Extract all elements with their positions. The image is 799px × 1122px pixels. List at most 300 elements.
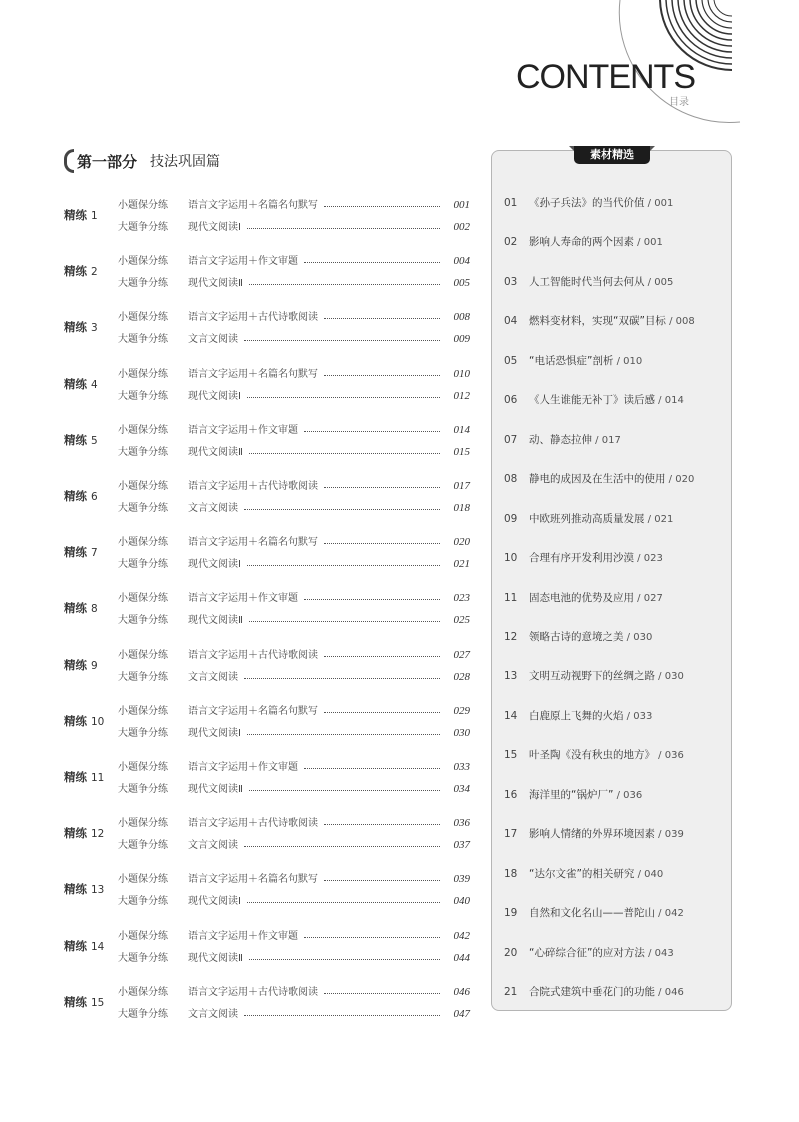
leader-dots: [249, 621, 440, 622]
group-label: 精练: [64, 826, 87, 841]
entry-page: 018: [453, 502, 470, 514]
entry-level: 小题保分练: [118, 930, 168, 942]
material-page: / 030: [623, 631, 653, 643]
toc-group: [64, 867, 476, 913]
material-page-number: 036: [623, 789, 643, 801]
entry-level: 大题争分练: [118, 559, 168, 571]
material-item[interactable]: [504, 432, 621, 447]
toc-entry[interactable]: [118, 755, 470, 773]
material-title: 合理有序开发利用沙漠: [529, 552, 634, 565]
group-label: 精练: [64, 208, 87, 222]
toc-entry[interactable]: [118, 530, 470, 548]
entry-level: 小题保分练: [118, 424, 168, 436]
entry-title: 现代文阅读Ⅱ: [188, 952, 243, 964]
material-number: 12: [504, 630, 518, 643]
material-title: 《孙子兵法》的当代价值: [529, 197, 645, 209]
leader-dots: [324, 993, 440, 994]
material-title: 领略古诗的意境之美: [529, 630, 624, 643]
entry-level: 小题保分练: [118, 649, 168, 661]
entry-title: 语言文字运用＋古代诗歌阅读: [188, 481, 318, 492]
material-number: 16: [504, 788, 518, 801]
entry-page: 005: [453, 277, 470, 290]
entry-page: 040: [453, 895, 470, 908]
entry-title: 文言文阅读: [188, 840, 238, 852]
leader-dots: [324, 543, 440, 544]
material-number: 03: [504, 275, 518, 288]
entry-level: 小题保分练: [118, 593, 168, 605]
entry-page: 008: [453, 311, 470, 324]
material-number: 02: [504, 236, 518, 249]
material-page-number: 042: [664, 908, 684, 920]
material-page-number: 010: [623, 355, 643, 367]
group-number: 4: [91, 378, 98, 391]
entry-title: 语言文字运用＋作文审题: [188, 256, 298, 268]
leader-dots: [249, 284, 440, 285]
leader-dots: [324, 206, 440, 207]
entry-level: 大题争分练: [118, 334, 168, 346]
leader-dots: [244, 1015, 440, 1016]
material-page-number: 017: [601, 434, 621, 446]
toc-entry[interactable]: [118, 643, 470, 661]
group-name: [64, 938, 104, 954]
bracket-decoration: [64, 149, 74, 173]
entry-title: 语言文字运用＋名篇名句默写: [188, 537, 318, 549]
leader-dots: [324, 880, 440, 881]
material-title: 文明互动视野下的丝绸之路: [529, 670, 655, 683]
material-item[interactable]: [504, 511, 673, 526]
leader-dots: [247, 902, 440, 903]
toc-group: [64, 586, 476, 632]
material-title: “达尔文雀”的相关研究: [529, 867, 635, 880]
toc-entry[interactable]: [118, 721, 470, 739]
material-number: 04: [504, 315, 518, 328]
entry-title: 现代文阅读Ⅱ: [188, 278, 243, 290]
entry-level: 大题争分练: [118, 896, 168, 908]
material-number: 08: [504, 473, 518, 486]
toc-group: [64, 980, 476, 1026]
entry-title: 现代文阅读Ⅱ: [188, 784, 243, 795]
entry-title: 语言文字运用＋作文审题: [188, 762, 298, 773]
material-page: / 021: [644, 513, 674, 525]
material-item[interactable]: [504, 313, 695, 328]
entry-level: 小题保分练: [118, 762, 168, 773]
material-title: 叶圣陶《没有秋虫的地方》: [529, 749, 655, 762]
entry-level: 大题争分练: [118, 784, 168, 795]
group-name: [64, 994, 104, 1010]
group-number: 14: [91, 940, 105, 953]
entry-page: 034: [453, 783, 470, 795]
material-item[interactable]: [504, 826, 684, 841]
entry-level: 大题争分练: [118, 952, 168, 964]
material-page: / 017: [592, 434, 621, 446]
group-number: 15: [91, 996, 105, 1009]
entry-level: 小题保分练: [118, 874, 168, 886]
material-page: / 042: [655, 908, 684, 920]
toc-entry[interactable]: [118, 867, 470, 885]
material-item[interactable]: [504, 195, 673, 210]
entry-page: 017: [453, 480, 470, 492]
material-title: 中欧班列推动高质量发展: [529, 512, 645, 525]
material-title: 燃料变材料，实现“双碳”目标: [529, 315, 666, 328]
toc-entry[interactable]: [118, 552, 470, 570]
material-page: / 040: [634, 868, 664, 880]
toc-entry[interactable]: [118, 440, 470, 458]
toc-entry[interactable]: [118, 215, 470, 233]
toc-entry[interactable]: [118, 327, 470, 345]
entry-level: 小题保分练: [118, 368, 168, 380]
toc-group: [64, 474, 476, 520]
toc-group: [64, 811, 476, 857]
leader-dots: [324, 318, 440, 319]
entry-page: 021: [453, 558, 470, 571]
entry-title: 现代文阅读Ⅰ: [188, 727, 241, 739]
group-label: 精练: [64, 376, 87, 391]
group-label: 精练: [64, 545, 87, 560]
entry-title: 现代文阅读Ⅰ: [188, 896, 241, 908]
toc-entry[interactable]: [118, 980, 470, 998]
entry-page: 015: [453, 445, 470, 458]
material-title: “心碎综合征”的应对方法: [529, 946, 645, 959]
toc-entry[interactable]: [118, 833, 470, 851]
group-label: 精练: [64, 657, 87, 672]
entry-title: 文言文阅读: [188, 1008, 238, 1020]
entry-level: 大题争分练: [118, 727, 168, 739]
toc-entry[interactable]: [118, 665, 470, 683]
material-title: “电话恐惧症”剖析: [529, 354, 614, 367]
group-number: 6: [91, 491, 98, 503]
toc-entry[interactable]: [118, 193, 470, 211]
group-number: 9: [91, 659, 98, 672]
material-number: 21: [504, 986, 518, 998]
entry-title: 现代文阅读Ⅱ: [188, 615, 243, 627]
entry-level: 小题保分练: [118, 256, 168, 268]
material-page: / 023: [634, 553, 663, 565]
material-page-number: 033: [633, 710, 653, 722]
entry-title: 语言文字运用＋名篇名句默写: [188, 705, 318, 717]
material-item[interactable]: [504, 866, 663, 881]
toc-entry[interactable]: [118, 384, 470, 402]
material-item[interactable]: [504, 234, 663, 249]
entry-level: 小题保分练: [118, 818, 168, 830]
material-page-number: 001: [654, 198, 674, 209]
group-number: 5: [91, 434, 98, 447]
toc-entry[interactable]: [118, 699, 470, 717]
material-title: 静电的成因及在生活中的使用: [529, 473, 666, 486]
toc-group: [64, 755, 476, 801]
group-name: [64, 488, 98, 504]
entry-page: 042: [453, 929, 470, 942]
material-title: 动、静态拉伸: [529, 433, 592, 446]
group-label: 精练: [64, 320, 87, 335]
group-number: 3: [91, 322, 98, 335]
entry-page: 025: [453, 614, 470, 627]
entry-level: 大题争分练: [118, 1008, 168, 1020]
material-item[interactable]: [504, 668, 684, 683]
material-page: / 020: [665, 474, 695, 486]
material-page: / 005: [644, 276, 674, 288]
toc-entry[interactable]: [118, 586, 470, 604]
material-number: 13: [504, 670, 518, 683]
entry-level: 大题争分练: [118, 278, 168, 290]
material-page-number: 014: [664, 395, 684, 407]
material-number: 06: [504, 394, 518, 407]
leader-dots: [324, 487, 440, 488]
material-number: 15: [504, 749, 518, 762]
material-page: / 046: [655, 987, 684, 998]
entry-title: 语言文字运用＋名篇名句默写: [188, 874, 318, 886]
leader-dots: [244, 509, 440, 510]
toc-entry[interactable]: [118, 811, 470, 829]
toc-entry[interactable]: [118, 889, 470, 907]
group-label: 精练: [64, 489, 87, 503]
toc-entry[interactable]: [118, 1002, 470, 1020]
entry-page: 044: [453, 951, 470, 964]
leader-dots: [304, 599, 440, 600]
entry-page: 020: [453, 536, 470, 549]
entry-title: 语言文字运用＋名篇名句默写: [188, 368, 318, 380]
entry-title: 语言文字运用＋古代诗歌阅读: [188, 818, 318, 830]
leader-dots: [249, 790, 440, 791]
group-name: [64, 432, 98, 448]
material-page-number: 005: [654, 276, 674, 288]
material-page: / 014: [655, 395, 684, 407]
group-name: [64, 657, 98, 673]
contents-title: CONTENTS: [516, 58, 695, 96]
material-page: / 033: [623, 710, 653, 722]
entry-title: 语言文字运用＋古代诗歌阅读: [188, 312, 318, 324]
toc-group: [64, 418, 476, 464]
material-item[interactable]: [504, 353, 642, 368]
leader-dots: [249, 453, 440, 454]
group-name: [64, 713, 104, 729]
entry-title: 语言文字运用＋作文审题: [188, 424, 298, 436]
entry-title: 现代文阅读Ⅰ: [188, 222, 241, 233]
material-page-number: 021: [654, 513, 674, 525]
entry-page: 002: [453, 221, 470, 233]
toc-entry[interactable]: [118, 305, 470, 323]
material-item[interactable]: [504, 984, 684, 999]
entry-title: 现代文阅读Ⅱ: [188, 446, 243, 458]
toc-entry[interactable]: [118, 362, 470, 380]
group-label: 精练: [64, 938, 87, 953]
leader-dots: [304, 262, 440, 263]
entry-title: 现代文阅读Ⅰ: [188, 390, 241, 402]
entry-page: 014: [453, 423, 470, 436]
entry-page: 009: [453, 333, 470, 346]
leader-dots: [324, 824, 440, 825]
material-page-number: 039: [664, 829, 684, 841]
group-name: [64, 600, 98, 616]
entry-title: 现代文阅读Ⅰ: [188, 559, 241, 571]
contents-subtitle: 目录: [669, 97, 689, 108]
entry-title: 语言文字运用＋古代诗歌阅读: [188, 986, 318, 998]
entry-title: 文言文阅读: [188, 671, 238, 683]
material-page: / 010: [613, 355, 643, 367]
toc-group: [64, 530, 476, 576]
entry-page: 033: [453, 761, 470, 773]
group-number: 7: [91, 547, 98, 560]
group-name: [64, 881, 104, 897]
material-number: 17: [504, 828, 518, 841]
group-label: 精练: [64, 432, 87, 447]
group-number: 1: [91, 210, 98, 222]
entry-level: 大题争分练: [118, 615, 168, 627]
material-item[interactable]: [504, 945, 674, 960]
material-page: / 036: [613, 789, 643, 801]
material-item[interactable]: [504, 708, 652, 723]
material-item[interactable]: [504, 392, 684, 407]
entry-page: 028: [453, 670, 470, 683]
material-item[interactable]: [504, 905, 684, 920]
group-number: 12: [91, 828, 105, 841]
material-number: 01: [504, 197, 518, 209]
material-page-number: 046: [664, 987, 684, 998]
entry-title: 语言文字运用＋古代诗歌阅读: [188, 649, 318, 661]
leader-dots: [244, 846, 440, 847]
entry-page: 001: [453, 199, 470, 211]
entry-page: 047: [453, 1007, 470, 1020]
leader-dots: [324, 712, 440, 713]
entry-page: 004: [453, 255, 470, 268]
entry-level: 大题争分练: [118, 390, 168, 402]
material-number: 10: [504, 552, 518, 565]
toc-group: [64, 362, 476, 408]
material-page-number: 027: [643, 592, 663, 604]
material-title: 自然和文化名山——普陀山: [529, 907, 655, 920]
toc-entry[interactable]: [118, 418, 470, 436]
toc-entry[interactable]: [118, 496, 470, 514]
group-label: 精练: [64, 601, 87, 616]
material-title: 影响人寿命的两个因素: [529, 236, 634, 249]
toc-entry[interactable]: [118, 777, 470, 795]
part-title: 技法巩固篇: [150, 154, 221, 170]
leader-dots: [304, 431, 440, 432]
entry-page: 027: [453, 648, 470, 661]
material-number: 14: [504, 709, 518, 722]
toc-entry[interactable]: [118, 608, 470, 626]
material-page-number: 030: [664, 671, 684, 683]
material-item[interactable]: [504, 550, 663, 565]
entry-title: 文言文阅读: [188, 503, 238, 514]
material-title: 白鹿原上飞舞的火焰: [529, 709, 624, 722]
group-name: [64, 376, 98, 392]
entry-level: 大题争分练: [118, 222, 168, 233]
material-item[interactable]: [504, 787, 642, 802]
material-number: 09: [504, 512, 518, 525]
group-label: 精练: [64, 770, 87, 784]
leader-dots: [247, 734, 440, 735]
entry-page: 030: [453, 726, 470, 739]
material-page: / 039: [655, 829, 684, 841]
toc-entry[interactable]: [118, 249, 470, 267]
group-number: 11: [91, 772, 105, 784]
entry-title: 语言文字运用＋名篇名句默写: [188, 200, 318, 211]
material-page-number: 008: [675, 316, 695, 328]
part-label: 第一部分: [77, 152, 138, 171]
group-label: 精练: [64, 264, 87, 279]
leader-dots: [249, 959, 440, 960]
entry-level: 小题保分练: [118, 481, 168, 492]
group-name: [64, 319, 98, 335]
group-number: 13: [91, 884, 105, 897]
material-page: / 027: [634, 592, 663, 604]
toc-entry[interactable]: [118, 474, 470, 492]
material-item[interactable]: [504, 471, 694, 486]
entry-level: 大题争分练: [118, 671, 168, 683]
toc-entry[interactable]: [118, 271, 470, 289]
material-page-number: 020: [675, 474, 695, 486]
material-number: 18: [504, 867, 518, 880]
material-title: 人工智能时代当何去何从: [529, 275, 645, 288]
group-name: [64, 825, 104, 841]
leader-dots: [324, 656, 440, 657]
material-title: 固态电池的优势及应用: [529, 591, 634, 604]
toc-entry[interactable]: [118, 924, 470, 942]
entry-page: 012: [453, 389, 470, 402]
entry-title: 文言文阅读: [188, 334, 238, 346]
entry-page: 046: [453, 985, 470, 998]
leader-dots: [304, 937, 440, 938]
toc-entry[interactable]: [118, 946, 470, 964]
material-page: / 001: [634, 237, 663, 249]
group-number: 2: [91, 266, 98, 279]
material-number: 11: [504, 591, 518, 604]
materials-title: 素材精选: [574, 146, 650, 164]
entry-page: 036: [453, 817, 470, 830]
group-name: [64, 769, 104, 785]
entry-page: 037: [453, 839, 470, 852]
entry-page: 039: [453, 873, 470, 886]
leader-dots: [304, 768, 440, 769]
material-number: 19: [504, 907, 518, 920]
material-page: / 030: [655, 671, 684, 683]
material-page-number: 040: [644, 868, 664, 880]
material-title: 合院式建筑中垂花门的功能: [529, 986, 655, 998]
entry-page: 023: [453, 592, 470, 605]
toc-group: [64, 305, 476, 351]
entry-level: 大题争分练: [118, 840, 168, 852]
material-page-number: 030: [633, 631, 653, 643]
leader-dots: [244, 678, 440, 679]
entry-title: 语言文字运用＋作文审题: [188, 930, 298, 942]
leader-dots: [247, 397, 440, 398]
entry-level: 小题保分练: [118, 312, 168, 324]
leader-dots: [324, 375, 440, 376]
material-page: / 008: [665, 316, 695, 328]
toc-group: [64, 249, 476, 295]
material-title: 海洋里的“锅炉厂”: [529, 788, 614, 801]
material-number: 20: [504, 946, 518, 959]
material-title: 《人生谁能无补丁》读后感: [529, 394, 655, 407]
entry-page: 029: [453, 704, 470, 717]
material-item[interactable]: [504, 274, 673, 289]
material-page-number: 036: [664, 750, 684, 762]
material-item[interactable]: [504, 747, 684, 762]
toc-group: [64, 643, 476, 689]
leader-dots: [244, 340, 440, 341]
material-title: 影响人情绪的外界环境因素: [529, 828, 655, 841]
entry-level: 小题保分练: [118, 705, 168, 717]
group-name: [64, 544, 98, 560]
material-page-number: 023: [643, 553, 663, 565]
material-item[interactable]: [504, 590, 663, 605]
material-page: / 036: [655, 750, 684, 762]
toc-group: [64, 924, 476, 970]
material-page: / 001: [644, 198, 674, 209]
leader-dots: [247, 565, 440, 566]
material-item[interactable]: [504, 629, 652, 644]
entry-page: 010: [453, 367, 470, 380]
